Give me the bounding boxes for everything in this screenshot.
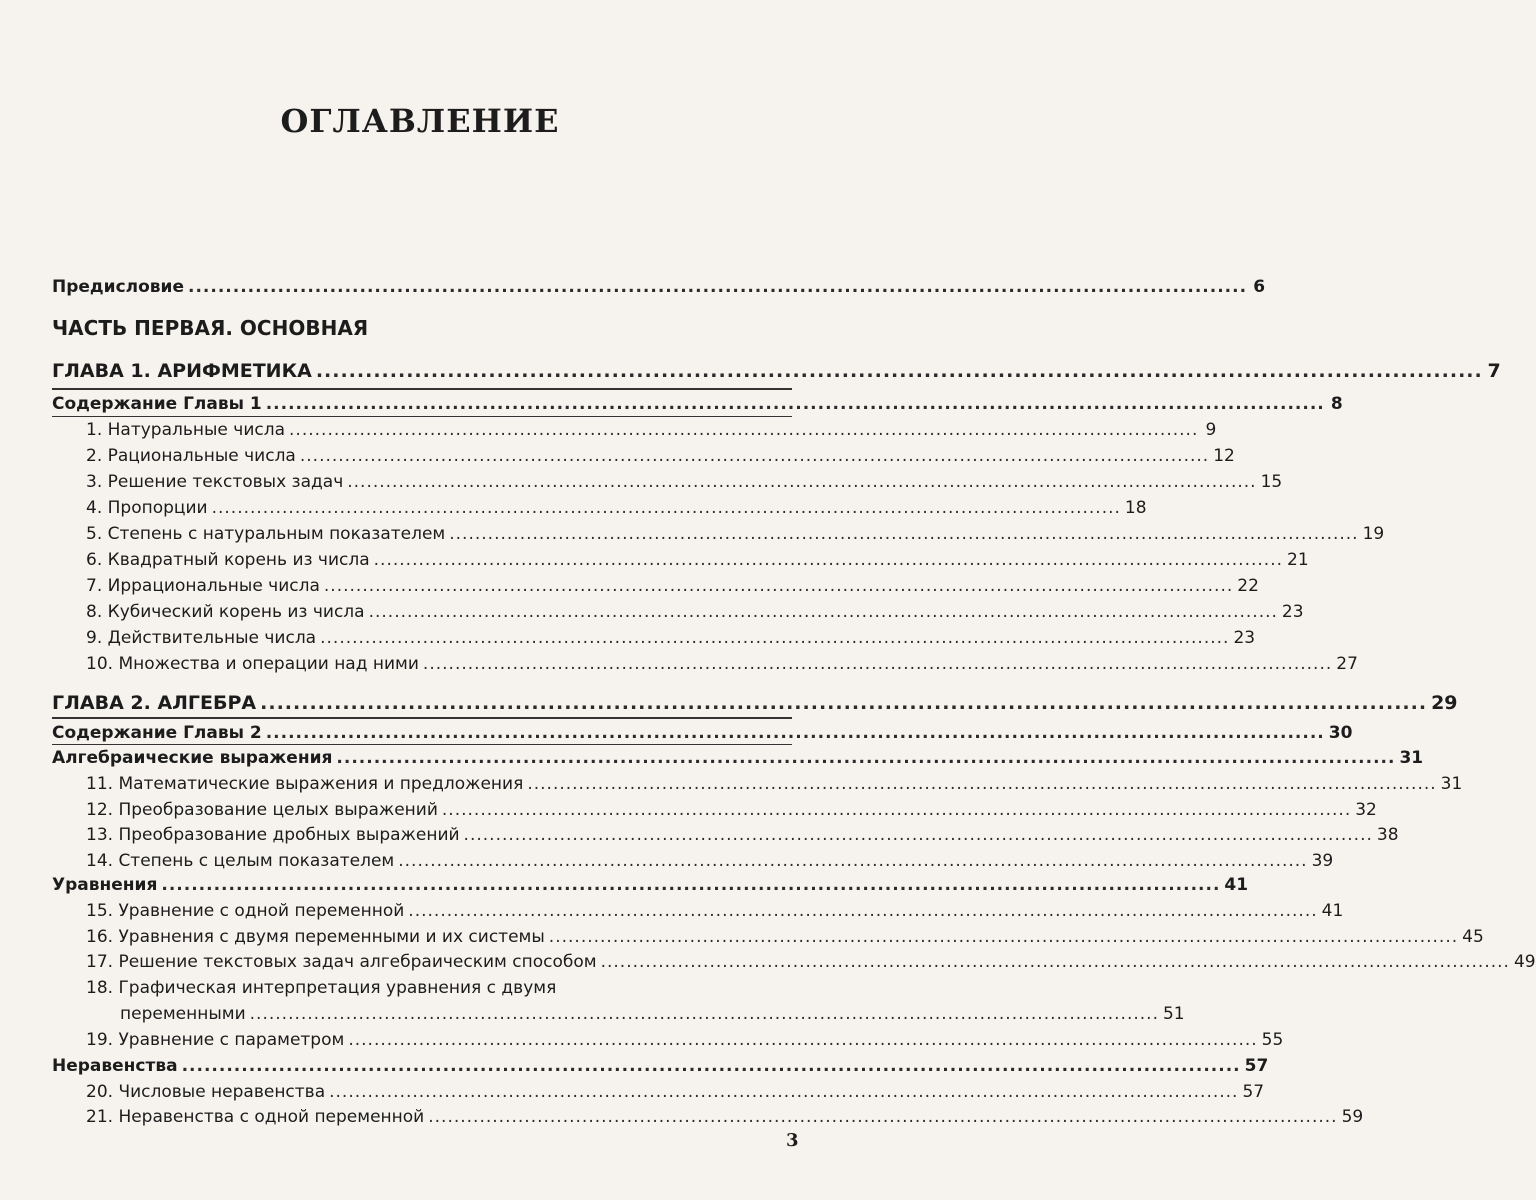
toc-entry-contents-2[interactable] [52, 720, 1353, 746]
entry-page: 6 [1253, 277, 1266, 297]
entry-page: 59 [1341, 1107, 1364, 1127]
dot-leader: .............................................................................................................................................. [428, 1107, 1338, 1127]
toc-entry[interactable] [86, 1027, 1284, 1053]
entry-page: 18 [1124, 498, 1147, 518]
entry-page: 23 [1233, 628, 1256, 648]
entry-label: 15. Уравнение с одной переменной [86, 901, 405, 921]
toc-entry-contents-1[interactable] [52, 391, 1343, 417]
toc-section-algebraic-expressions[interactable] [52, 745, 1424, 771]
entry-page: 22 [1237, 576, 1259, 596]
toc-entry[interactable] [86, 625, 1256, 651]
entry-page: 55 [1261, 1030, 1284, 1050]
entry-page: 41 [1224, 875, 1249, 895]
entry-label: 8. Кубический корень из числа [86, 602, 365, 622]
dot-leader: .............................................................................................................................................. [265, 394, 1325, 414]
dot-leader: .............................................................................................................................................. [260, 692, 1428, 714]
dot-leader: .............................................................................................................................................. [422, 654, 1333, 674]
toc-section-equations[interactable] [52, 872, 1249, 898]
dot-leader: .............................................................................................................................................. [348, 1030, 1258, 1050]
entry-page: 31 [1399, 748, 1424, 768]
entry-page: 32 [1355, 800, 1377, 820]
entry-label: Содержание Главы 2 [52, 723, 262, 743]
entry-label: 3. Решение текстовых задач [86, 472, 344, 492]
toc-entry[interactable] [86, 547, 1309, 573]
dot-leader: .............................................................................................................................................. [249, 1004, 1159, 1024]
dot-leader: .............................................................................................................................................. [315, 360, 1483, 382]
entry-page: 19 [1362, 524, 1385, 544]
entry-page: 39 [1311, 851, 1334, 871]
entry-label: 7. Иррациональные числа [86, 576, 320, 596]
entry-label: 16. Уравнения с двумя переменными и их системы [86, 927, 545, 947]
toc-entry-chapter-1[interactable] [52, 358, 1501, 384]
toc-entry-preface[interactable] [52, 274, 1266, 300]
toc-entry[interactable] [86, 1001, 1185, 1027]
dot-leader: .............................................................................................................................................. [398, 851, 1308, 871]
toc-entry[interactable] [86, 949, 1536, 975]
entry-page: 49 [1513, 952, 1536, 972]
entry-label: Неравенства [52, 1056, 178, 1076]
dot-leader: .............................................................................................................................................. [548, 927, 1459, 947]
toc-entry-chapter-2[interactable] [52, 690, 1458, 716]
dot-leader: .............................................................................................................................................. [373, 550, 1283, 570]
dot-leader: .............................................................................................................................................. [187, 277, 1248, 297]
toc-entry[interactable] [86, 1104, 1364, 1130]
entry-label: Предисловие [52, 277, 184, 297]
entry-page: 12 [1213, 446, 1235, 466]
dot-leader: .............................................................................................................................................. [320, 628, 1230, 648]
toc-entry[interactable] [86, 924, 1484, 950]
entry-page: 21 [1287, 550, 1309, 570]
toc-entry[interactable] [86, 469, 1283, 495]
toc-entry[interactable] [86, 521, 1385, 547]
dot-leader: .............................................................................................................................................. [211, 498, 1121, 518]
dot-leader: .............................................................................................................................................. [463, 825, 1373, 845]
entry-page: 31 [1440, 774, 1463, 794]
toc-entry[interactable] [86, 599, 1304, 625]
dot-leader: .............................................................................................................................................. [527, 774, 1437, 794]
entry-page: 8 [1330, 394, 1343, 414]
entry-label: 20. Числовые неравенства [86, 1082, 326, 1102]
dot-leader: .............................................................................................................................................. [449, 524, 1359, 544]
entry-label: 5. Степень с натуральным показателем [86, 524, 446, 544]
entry-page: 51 [1162, 1004, 1185, 1024]
dot-leader: .............................................................................................................................................. [347, 472, 1257, 492]
entry-page: 23 [1281, 602, 1304, 622]
toc-entry[interactable] [86, 495, 1147, 521]
entry-label: 10. Множества и операции над ними [86, 654, 419, 674]
entry-label: 11. Математические выражения и предложения [86, 774, 524, 794]
entry-label: 13. Преобразование дробных выражений [86, 825, 460, 845]
entry-page: 57 [1244, 1056, 1269, 1076]
divider [52, 717, 792, 719]
dot-leader: .............................................................................................................................................. [441, 800, 1352, 820]
toc-entry[interactable] [86, 443, 1235, 469]
dot-leader: .............................................................................................................................................. [368, 602, 1278, 622]
entry-page: 41 [1321, 901, 1344, 921]
toc-entry[interactable] [86, 1079, 1265, 1105]
entry-label: 19. Уравнение с параметром [86, 1030, 345, 1050]
entry-page: 7 [1487, 360, 1501, 382]
toc-entry[interactable] [86, 573, 1259, 599]
entry-label: Алгебраические выражения [52, 748, 333, 768]
entry-page: 15 [1260, 472, 1283, 492]
entry-label: 17. Решение текстовых задач алгебраическим способом [86, 952, 597, 972]
dot-leader: .............................................................................................................................................. [323, 576, 1234, 596]
dot-leader: .............................................................................................................................................. [289, 420, 1199, 440]
entry-label: 2. Рациональные числа [86, 446, 296, 466]
entry-label: ГЛАВА 2. АЛГЕБРА [52, 692, 257, 714]
entry-page: 27 [1336, 654, 1358, 674]
toc-entry-label-line1[interactable]: 18. Графическая интерпретация уравнения с двумя [86, 978, 557, 998]
toc-entry[interactable] [86, 797, 1377, 823]
entry-page: 29 [1431, 692, 1458, 714]
entry-label: Содержание Главы 1 [52, 394, 262, 414]
dot-leader: .............................................................................................................................................. [336, 748, 1396, 768]
entry-label: 14. Степень с целым показателем [86, 851, 395, 871]
entry-label: 21. Неравенства с одной переменной [86, 1107, 425, 1127]
dot-leader: .............................................................................................................................................. [600, 952, 1510, 972]
entry-label: 9. Действительные числа [86, 628, 317, 648]
entry-page: 45 [1462, 927, 1484, 947]
toc-entry[interactable] [86, 651, 1358, 677]
toc-entry[interactable] [86, 771, 1463, 797]
entry-label: 1. Натуральные числа [86, 420, 286, 440]
entry-label: 6. Квадратный корень из числа [86, 550, 370, 570]
entry-page: 57 [1242, 1082, 1265, 1102]
entry-page: 9 [1205, 420, 1217, 440]
toc-entry[interactable] [86, 898, 1344, 924]
dot-leader: .............................................................................................................................................. [265, 723, 1325, 743]
toc-entry[interactable] [86, 417, 1217, 443]
page-title: ОГЛАВЛЕНИЕ [280, 102, 560, 140]
toc-entry[interactable] [86, 822, 1399, 848]
page-number: 3 [786, 1130, 799, 1151]
entry-label: Уравнения [52, 875, 158, 895]
entry-label-continuation: переменными [120, 1004, 246, 1024]
entry-page: 38 [1376, 825, 1399, 845]
dot-leader: .............................................................................................................................................. [299, 446, 1210, 466]
toc-section-inequalities[interactable] [52, 1053, 1269, 1079]
entry-page: 30 [1328, 723, 1353, 743]
dot-leader: .............................................................................................................................................. [161, 875, 1221, 895]
entry-label: ГЛАВА 1. АРИФМЕТИКА [52, 360, 312, 382]
dot-leader: .............................................................................................................................................. [181, 1056, 1241, 1076]
entry-label: 4. Пропорции [86, 498, 208, 518]
entry-label: 12. Преобразование целых выражений [86, 800, 438, 820]
divider [52, 388, 792, 390]
part-title: ЧАСТЬ ПЕРВАЯ. ОСНОВНАЯ [52, 316, 369, 340]
toc-entry[interactable] [86, 848, 1334, 874]
dot-leader: .............................................................................................................................................. [329, 1082, 1239, 1102]
dot-leader: .............................................................................................................................................. [408, 901, 1318, 921]
